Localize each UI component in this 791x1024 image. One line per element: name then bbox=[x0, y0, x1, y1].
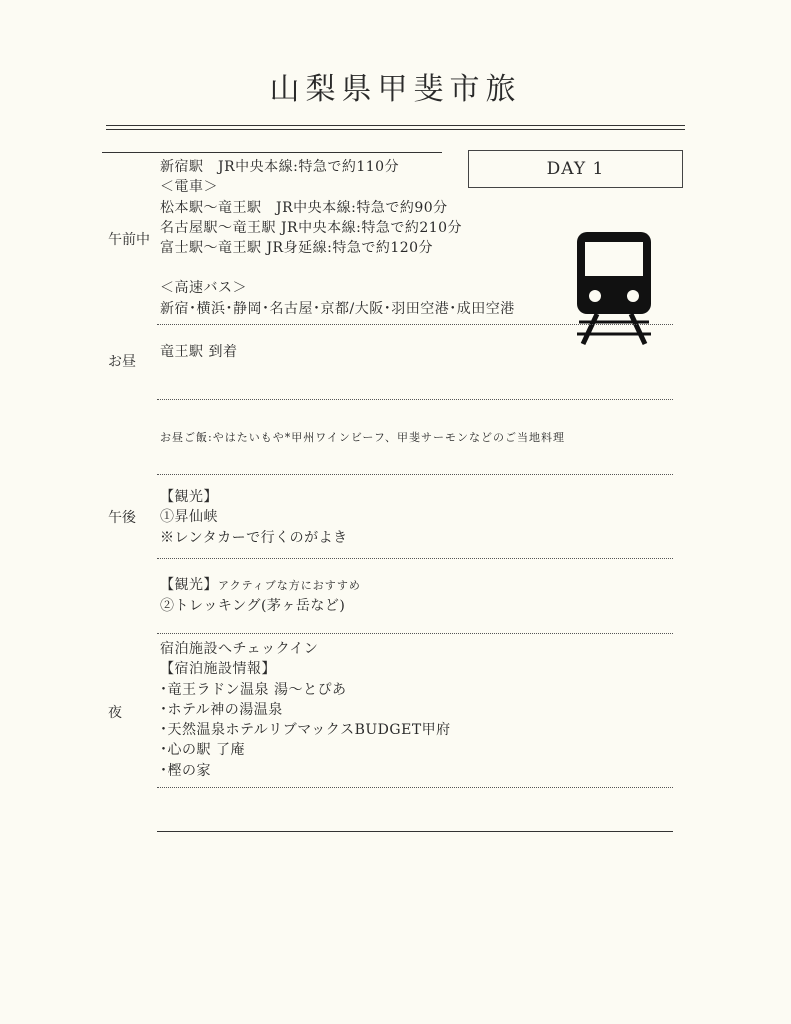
afternoon-sightseeing-2 bbox=[160, 575, 361, 617]
night-line: ･樫の家 bbox=[160, 762, 211, 779]
train-rail-right bbox=[631, 314, 645, 344]
sightseeing-line bbox=[160, 575, 361, 596]
sightseeing-line: 【観光】 bbox=[160, 489, 218, 505]
spacer bbox=[160, 258, 515, 278]
morning-line: 名古屋駅〜竜王駅 JR中央本線:特急で約210分 bbox=[160, 219, 463, 236]
schedule-top-rule bbox=[102, 152, 442, 153]
sightseeing-head: 【観光】 bbox=[160, 577, 218, 593]
noon-lunch bbox=[160, 428, 565, 448]
title-divider-bottom bbox=[106, 129, 685, 130]
night-line: 宿泊施設へチェックイン bbox=[160, 641, 319, 657]
morning-line: 松本駅〜竜王駅 JR中央本線:特急で約90分 bbox=[160, 199, 448, 216]
time-label-noon: お昼 bbox=[108, 354, 136, 370]
train-headlight-right bbox=[627, 290, 639, 302]
morning-line: 新宿駅 JR中央本線:特急で約110分 bbox=[160, 159, 400, 175]
noon-arrival bbox=[160, 342, 237, 362]
time-label-night: 夜 bbox=[108, 705, 122, 721]
night-line: ･心の駅 了庵 bbox=[160, 742, 245, 759]
divider-dotted bbox=[157, 399, 673, 400]
morning-line: ＜高速バス＞ bbox=[160, 280, 247, 297]
divider-dotted bbox=[157, 474, 673, 475]
sightseeing-note: アクティブな方におすすめ bbox=[218, 579, 361, 592]
train-rail-left bbox=[583, 314, 597, 344]
divider-dotted bbox=[157, 787, 673, 788]
sightseeing-line: ②トレッキング(茅ヶ岳など) bbox=[160, 598, 346, 615]
time-label-afternoon: 午後 bbox=[108, 510, 136, 526]
page-title: 山梨県甲斐市旅 bbox=[269, 72, 522, 107]
night-line: ･竜王ラドン温泉 湯〜とぴあ bbox=[160, 681, 347, 698]
night-line: ･ホテル神の湯温泉 bbox=[160, 701, 283, 718]
night-lodging-block bbox=[160, 639, 451, 781]
morning-line: 富士駅〜竜王駅 JR身延線:特急で約120分 bbox=[160, 240, 434, 257]
lunch-text: お昼ご飯:やはたいもや*甲州ワインビーフ、甲斐サーモンなどのご当地料理 bbox=[160, 431, 566, 444]
morning-line: ＜電車＞ bbox=[160, 179, 218, 196]
night-line: 【宿泊施設情報】 bbox=[160, 661, 276, 678]
arrival-text: 竜王駅 到着 bbox=[160, 344, 238, 360]
sightseeing-line: ①昇仙峡 bbox=[160, 509, 218, 526]
train-icon bbox=[575, 230, 653, 346]
sightseeing-line: ※レンタカーで行くのがよき bbox=[160, 529, 348, 546]
divider-dotted bbox=[157, 633, 673, 634]
divider-dotted bbox=[157, 558, 673, 559]
afternoon-sightseeing-1 bbox=[160, 487, 348, 548]
time-label-morning: 午前中 bbox=[108, 232, 150, 248]
night-line: ･天然温泉ホテルリブマックスBUDGET甲府 bbox=[160, 722, 451, 739]
schedule-bottom-rule bbox=[157, 831, 673, 832]
train-headlight-left bbox=[589, 290, 601, 302]
divider-dotted bbox=[157, 324, 673, 325]
day-label-box: DAY 1 bbox=[468, 150, 683, 188]
train-window bbox=[585, 242, 643, 276]
title-divider-top bbox=[106, 125, 685, 126]
morning-line: 新宿･横浜･静岡･名古屋･京都/大阪･羽田空港･成田空港 bbox=[160, 300, 515, 317]
morning-access-block bbox=[160, 157, 515, 319]
